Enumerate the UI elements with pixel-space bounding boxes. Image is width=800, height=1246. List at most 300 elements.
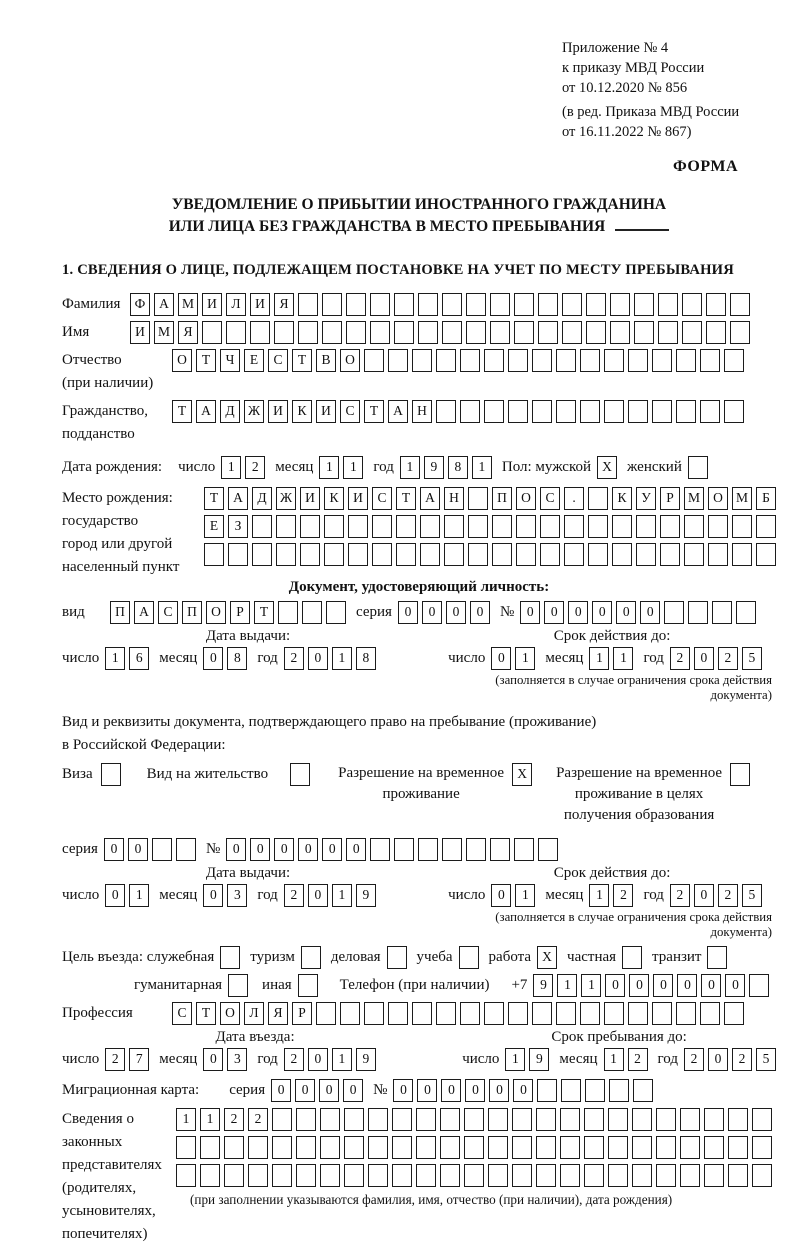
char-cell xyxy=(394,293,414,316)
permit-dates xyxy=(62,865,776,940)
doc-issue-year-cells xyxy=(284,647,376,670)
char-cell xyxy=(532,349,552,372)
visa-box xyxy=(101,763,121,786)
doc-issue-month-cells xyxy=(203,647,247,670)
char-cell xyxy=(684,515,704,538)
char-cell: 1 xyxy=(332,1048,352,1071)
char-cell xyxy=(324,543,344,566)
char-cell: 1 xyxy=(129,884,149,907)
char-cell: 0 xyxy=(708,1048,728,1071)
char-cell xyxy=(436,349,456,372)
char-cell: Ж xyxy=(276,487,296,510)
sex-female-label: женский xyxy=(627,459,682,475)
doc-valid-year-label: год xyxy=(643,650,664,666)
char-cell: 0 xyxy=(417,1079,437,1102)
purpose-humanitarian-box xyxy=(228,974,248,997)
char-cell: 0 xyxy=(203,1048,223,1071)
birthplace-label xyxy=(62,487,204,579)
migration-number-sign: № xyxy=(373,1082,388,1098)
profession-label: Профессия xyxy=(62,1005,133,1021)
char-cell: Т xyxy=(254,601,274,624)
stay-month-cells xyxy=(604,1048,648,1071)
identity-doc-dates xyxy=(62,628,776,703)
char-cell xyxy=(704,1136,724,1159)
temp-residence-box xyxy=(512,763,532,786)
char-cell: 2 xyxy=(613,884,633,907)
char-cell xyxy=(370,321,390,344)
entry-day-cells xyxy=(105,1048,149,1071)
char-cell xyxy=(556,1002,576,1025)
surname-cells xyxy=(130,293,750,316)
char-cell: И xyxy=(250,293,270,316)
char-cell xyxy=(442,293,462,316)
char-cell xyxy=(440,1164,460,1187)
char-cell xyxy=(580,400,600,423)
char-cell: 0 xyxy=(398,601,418,624)
doc-issue-year-label: год xyxy=(257,650,278,666)
char-cell: А xyxy=(134,601,154,624)
char-cell xyxy=(732,515,752,538)
permit-issue-heading: Дата выдачи: xyxy=(205,865,291,881)
char-cell xyxy=(250,321,270,344)
char-cell xyxy=(412,349,432,372)
char-cell xyxy=(688,456,708,479)
birthplace-cells-line1 xyxy=(204,487,776,510)
char-cell xyxy=(436,1002,456,1025)
char-cell xyxy=(176,1164,196,1187)
char-cell xyxy=(508,1002,528,1025)
char-cell xyxy=(676,349,696,372)
char-cell: Я xyxy=(268,1002,288,1025)
char-cell: М xyxy=(684,487,704,510)
char-cell xyxy=(298,293,318,316)
permit-issue-day-cells xyxy=(105,884,149,907)
char-cell xyxy=(388,1002,408,1025)
char-cell xyxy=(274,321,294,344)
doc-valid-day-cells xyxy=(491,647,535,670)
char-cell xyxy=(664,601,684,624)
purpose-business-label: деловая xyxy=(330,949,381,965)
char-cell: С xyxy=(340,400,360,423)
birthplace-cells-line2 xyxy=(204,515,776,538)
char-cell xyxy=(436,400,456,423)
doc-series-label: серия xyxy=(356,604,392,620)
char-cell: И xyxy=(348,487,368,510)
char-cell xyxy=(580,1002,600,1025)
doc-issue-month-label: месяц xyxy=(159,650,198,666)
char-cell: 1 xyxy=(332,647,352,670)
char-cell xyxy=(326,601,346,624)
char-cell: 0 xyxy=(640,601,660,624)
char-cell: X xyxy=(537,946,557,969)
phone-prefix: +7 xyxy=(511,977,528,993)
purpose-tourism-label: туризм xyxy=(250,949,295,965)
residence-doc-options-row xyxy=(62,763,776,826)
char-cell xyxy=(416,1164,436,1187)
char-cell xyxy=(730,321,750,344)
sex-female-box xyxy=(688,456,708,479)
char-cell xyxy=(682,293,702,316)
identity-doc-row xyxy=(62,601,776,624)
char-cell: 0 xyxy=(308,1048,328,1071)
char-cell xyxy=(224,1136,244,1159)
char-cell xyxy=(752,1136,772,1159)
char-cell: Т xyxy=(396,487,416,510)
appendix-line: от 10.12.2020 № 856 xyxy=(562,80,688,96)
char-cell xyxy=(394,321,414,344)
permit-number-cells xyxy=(226,838,558,861)
char-cell xyxy=(322,293,342,316)
char-cell: О xyxy=(206,601,226,624)
char-cell xyxy=(700,349,720,372)
purpose-study-box xyxy=(459,946,479,969)
char-cell: 1 xyxy=(589,884,609,907)
char-cell xyxy=(556,400,576,423)
char-cell xyxy=(388,349,408,372)
char-cell xyxy=(632,1164,652,1187)
char-cell: К xyxy=(292,400,312,423)
doc-valid-month-label: месяц xyxy=(545,650,584,666)
char-cell xyxy=(676,400,696,423)
char-cell: 2 xyxy=(628,1048,648,1071)
char-cell xyxy=(732,543,752,566)
purpose-other-label: иная xyxy=(262,977,292,993)
appendix-line: Приложение № 4 xyxy=(562,40,669,56)
char-cell xyxy=(228,974,248,997)
char-cell: С xyxy=(172,1002,192,1025)
permit-issue-month-label: месяц xyxy=(159,887,198,903)
char-cell xyxy=(344,1136,364,1159)
char-cell: 0 xyxy=(701,974,721,997)
char-cell: 1 xyxy=(319,456,339,479)
char-cell xyxy=(588,543,608,566)
entry-date-heading: Дата въезда: xyxy=(215,1029,295,1045)
residence-permit-option xyxy=(147,763,310,786)
permit-series-cells xyxy=(104,838,196,861)
char-cell: М xyxy=(732,487,752,510)
char-cell xyxy=(440,1108,460,1131)
char-cell xyxy=(320,1108,340,1131)
char-cell: У xyxy=(636,487,656,510)
char-cell xyxy=(730,293,750,316)
char-cell xyxy=(706,293,726,316)
char-cell xyxy=(101,763,121,786)
patronymic-label-line1: Отчество xyxy=(62,352,122,368)
purpose-tourism-box xyxy=(301,946,321,969)
char-cell: И xyxy=(202,293,222,316)
char-cell: 8 xyxy=(227,647,247,670)
representatives-row xyxy=(62,1108,776,1246)
permit-valid-month-cells xyxy=(589,884,633,907)
temp-residence-edu-box xyxy=(730,763,750,786)
purpose-business-box xyxy=(387,946,407,969)
representatives-note: (при заполнении указываются фамилия, имя, отчество (при наличии), дата рождения) xyxy=(190,1192,673,1207)
doc-issue-day-cells xyxy=(105,647,149,670)
sex-male-box xyxy=(597,456,617,479)
stay-until-group xyxy=(462,1029,776,1071)
birth-day-cells xyxy=(221,456,265,479)
char-cell xyxy=(272,1164,292,1187)
char-cell xyxy=(532,400,552,423)
stay-day-cells xyxy=(505,1048,549,1071)
char-cell: 0 xyxy=(226,838,246,861)
stay-year-label: год xyxy=(657,1051,678,1067)
char-cell xyxy=(622,946,642,969)
doc-issue-line xyxy=(62,647,434,670)
permit-issue-day-label: число xyxy=(62,887,100,903)
char-cell: 9 xyxy=(356,1048,376,1071)
char-cell xyxy=(459,946,479,969)
char-cell: О xyxy=(708,487,728,510)
char-cell: К xyxy=(324,487,344,510)
purpose-private-box xyxy=(622,946,642,969)
char-cell xyxy=(588,487,608,510)
char-cell: 1 xyxy=(589,647,609,670)
char-cell: 0 xyxy=(422,601,442,624)
char-cell: 0 xyxy=(203,647,223,670)
char-cell xyxy=(676,1002,696,1025)
char-cell xyxy=(560,1164,580,1187)
char-cell xyxy=(296,1136,316,1159)
char-cell: 0 xyxy=(308,884,328,907)
char-cell xyxy=(396,543,416,566)
phone-cells xyxy=(533,974,769,997)
char-cell: 0 xyxy=(343,1079,363,1102)
char-cell xyxy=(370,838,390,861)
char-cell: Я xyxy=(178,321,198,344)
birthplace-label-line4: населенный пункт xyxy=(62,559,180,575)
char-cell: 0 xyxy=(653,974,673,997)
char-cell: 2 xyxy=(718,884,738,907)
representatives-label-line2: законных xyxy=(62,1134,123,1150)
char-cell xyxy=(610,321,630,344)
doc-valid-line xyxy=(448,647,776,670)
char-cell xyxy=(538,293,558,316)
char-cell xyxy=(370,293,390,316)
permit-series-row xyxy=(62,838,776,861)
phone-label: Телефон (при наличии) xyxy=(339,977,490,993)
birth-year-label: год xyxy=(373,459,394,475)
permit-valid-year-label: год xyxy=(643,887,664,903)
migration-series-cells xyxy=(271,1079,363,1102)
char-cell: 0 xyxy=(616,601,636,624)
entry-year-label: год xyxy=(257,1051,278,1067)
temp-residence-label-line2: проживание xyxy=(382,786,460,802)
char-cell xyxy=(724,349,744,372)
representatives-label-line3: представителях xyxy=(62,1157,162,1173)
char-cell: Т xyxy=(196,1002,216,1025)
stay-until-line xyxy=(462,1048,776,1071)
title-line-2-text: ИЛИ ЛИЦА БЕЗ ГРАЖДАНСТВА В МЕСТО ПРЕБЫВАНИЯ xyxy=(168,218,606,235)
char-cell xyxy=(680,1108,700,1131)
purpose-work-box xyxy=(537,946,557,969)
char-cell: 5 xyxy=(742,647,762,670)
char-cell xyxy=(700,1002,720,1025)
char-cell xyxy=(348,543,368,566)
char-cell: 2 xyxy=(224,1108,244,1131)
char-cell: 2 xyxy=(670,647,690,670)
char-cell xyxy=(420,543,440,566)
char-cell xyxy=(490,293,510,316)
char-cell xyxy=(632,1136,652,1159)
char-cell xyxy=(298,974,318,997)
title-line-2 xyxy=(62,216,776,238)
char-cell xyxy=(658,293,678,316)
char-cell: А xyxy=(196,400,216,423)
char-cell xyxy=(728,1164,748,1187)
char-cell xyxy=(392,1136,412,1159)
char-cell xyxy=(612,515,632,538)
char-cell: А xyxy=(420,487,440,510)
char-cell: 1 xyxy=(557,974,577,997)
residence-permit-box xyxy=(290,763,310,786)
char-cell xyxy=(652,400,672,423)
char-cell: Д xyxy=(252,487,272,510)
birthplace-label-line3: город или другой xyxy=(62,536,173,552)
char-cell xyxy=(488,1136,508,1159)
char-cell: 8 xyxy=(356,647,376,670)
char-cell xyxy=(680,1136,700,1159)
char-cell xyxy=(652,349,672,372)
char-cell: 1 xyxy=(515,647,535,670)
char-cell: 1 xyxy=(200,1108,220,1131)
char-cell xyxy=(632,1108,652,1131)
char-cell xyxy=(704,1108,724,1131)
char-cell: С xyxy=(540,487,560,510)
char-cell xyxy=(634,293,654,316)
char-cell: С xyxy=(268,349,288,372)
char-cell: 0 xyxy=(694,647,714,670)
char-cell: 3 xyxy=(227,1048,247,1071)
char-cell xyxy=(706,321,726,344)
char-cell xyxy=(636,515,656,538)
char-cell xyxy=(490,838,510,861)
char-cell xyxy=(298,321,318,344)
temp-residence-edu-label-line1: Разрешение на временное xyxy=(556,765,723,781)
appendix-block xyxy=(562,38,776,142)
char-cell xyxy=(537,1079,557,1102)
char-cell xyxy=(608,1136,628,1159)
doc-valid-heading: Срок действия до: xyxy=(553,628,671,644)
birth-month-label: месяц xyxy=(275,459,314,475)
permit-issue-year-label: год xyxy=(257,887,278,903)
char-cell xyxy=(536,1164,556,1187)
char-cell xyxy=(724,1002,744,1025)
birthplace-label-line2: государство xyxy=(62,513,139,529)
char-cell: 0 xyxy=(250,838,270,861)
stay-until-heading: Срок пребывания до: xyxy=(551,1029,687,1045)
birthplace-cells-stack xyxy=(204,487,776,571)
char-cell xyxy=(608,1108,628,1131)
char-cell: 9 xyxy=(533,974,553,997)
char-cell xyxy=(344,1164,364,1187)
char-cell xyxy=(460,400,480,423)
representatives-label-line4: (родителях, xyxy=(62,1180,137,1196)
migration-series-label: серия xyxy=(229,1082,266,1098)
char-cell xyxy=(396,515,416,538)
permit-issue-group xyxy=(62,865,434,940)
birthplace-cells-line3 xyxy=(204,543,776,566)
char-cell xyxy=(372,515,392,538)
title-line-1: УВЕДОМЛЕНИЕ О ПРИБЫТИИ ИНОСТРАННОГО ГРАЖДАНИНА xyxy=(171,196,667,213)
char-cell xyxy=(394,838,414,861)
char-cell xyxy=(508,400,528,423)
char-cell xyxy=(512,1108,532,1131)
char-cell xyxy=(538,838,558,861)
char-cell: Т xyxy=(292,349,312,372)
title-blank-underline xyxy=(615,217,669,231)
char-cell: 0 xyxy=(446,601,466,624)
permit-valid-group xyxy=(448,865,776,940)
char-cell xyxy=(442,321,462,344)
char-cell xyxy=(301,946,321,969)
char-cell: 2 xyxy=(284,1048,304,1071)
temp-residence-edu-label xyxy=(556,763,722,826)
stay-day-label: число xyxy=(462,1051,500,1067)
char-cell xyxy=(348,515,368,538)
entry-day-label: число xyxy=(62,1051,100,1067)
char-cell xyxy=(514,321,534,344)
doc-type-cells xyxy=(110,601,346,624)
residence-doc-paragraph xyxy=(62,711,776,757)
char-cell xyxy=(560,1136,580,1159)
char-cell: 0 xyxy=(128,838,148,861)
char-cell: Л xyxy=(244,1002,264,1025)
char-cell xyxy=(176,1136,196,1159)
char-cell: Р xyxy=(292,1002,312,1025)
char-cell xyxy=(724,400,744,423)
char-cell xyxy=(324,515,344,538)
char-cell xyxy=(508,349,528,372)
char-cell xyxy=(464,1108,484,1131)
migration-card-label: Миграционная карта: xyxy=(62,1082,200,1098)
char-cell xyxy=(368,1108,388,1131)
char-cell: П xyxy=(110,601,130,624)
char-cell xyxy=(512,1136,532,1159)
char-cell xyxy=(152,838,172,861)
char-cell: 1 xyxy=(400,456,420,479)
char-cell: 7 xyxy=(129,1048,149,1071)
migration-number-cells xyxy=(393,1079,653,1102)
char-cell: 2 xyxy=(245,456,265,479)
char-cell xyxy=(484,1002,504,1025)
char-cell: 0 xyxy=(271,1079,291,1102)
representatives-cells-line1 xyxy=(176,1108,772,1131)
char-cell: И xyxy=(300,487,320,510)
temp-residence-label-line1: Разрешение на временное xyxy=(338,765,505,781)
purpose-humanitarian-label: гуманитарная xyxy=(134,977,223,993)
char-cell: Я xyxy=(274,293,294,316)
representatives-cells-line2 xyxy=(176,1136,772,1159)
patronymic-label-line2: (при наличии) xyxy=(62,375,154,391)
char-cell xyxy=(488,1164,508,1187)
char-cell: И xyxy=(130,321,150,344)
char-cell xyxy=(346,321,366,344)
entry-year-cells xyxy=(284,1048,376,1071)
char-cell xyxy=(364,1002,384,1025)
char-cell xyxy=(682,321,702,344)
char-cell xyxy=(628,349,648,372)
char-cell xyxy=(440,1136,460,1159)
char-cell xyxy=(656,1136,676,1159)
representatives-cells-stack xyxy=(176,1108,772,1209)
char-cell xyxy=(704,1164,724,1187)
char-cell xyxy=(584,1164,604,1187)
char-cell xyxy=(586,321,606,344)
citizenship-label xyxy=(62,400,172,446)
char-cell: 1 xyxy=(613,647,633,670)
char-cell xyxy=(560,1108,580,1131)
